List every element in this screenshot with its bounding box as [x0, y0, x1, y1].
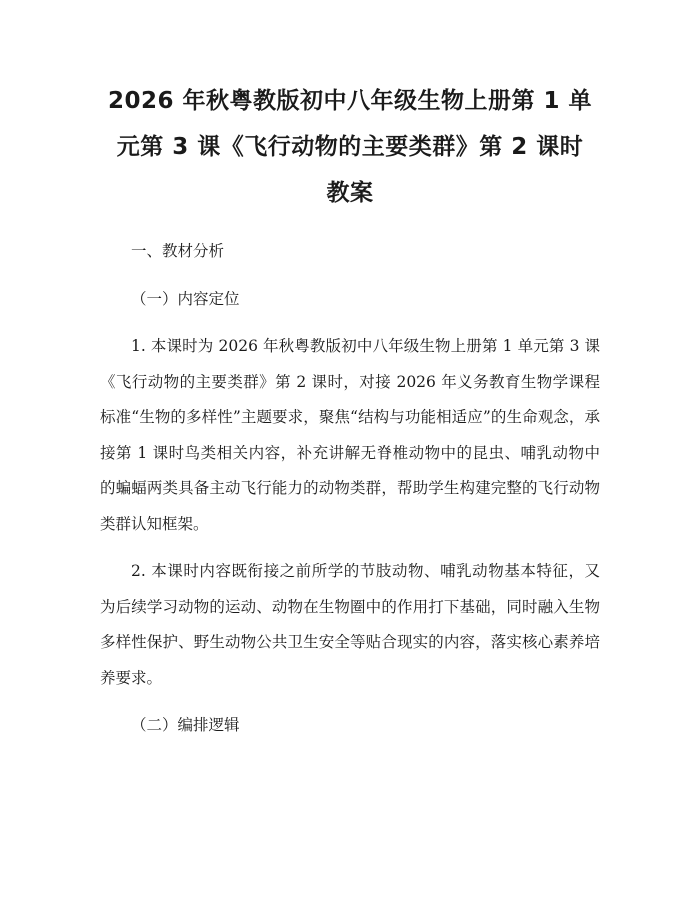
title-line-3: 教案 — [326, 180, 374, 206]
title-line-2: 元第 3 课《飞行动物的主要类群》第 2 课时 — [116, 134, 584, 160]
paragraph-2: 2. 本课时内容既衔接之前所学的节肢动物、哺乳动物基本特征，又为后续学习动物的运动、动物在生物圈中的作用打下基础，同时融入生物多样性保护、野生动物公共卫生安全等贴合现实的内容，落实核心素养培养要求。 — [100, 562, 600, 687]
subsection-heading-content-positioning: （一）内容定位 — [131, 289, 240, 308]
paragraph-1: 1. 本课时为 2026 年秋粤教版初中八年级生物上册第 1 单元第 3 课《飞行动物的主要类群》第 2 课时，对接 2026 年义务教育生物学课程标准“生物的多样性”主题要求，聚焦“结构与功能相适应”的生命观念，承接第 1 课时鸟类相关内容，补充讲解无脊椎动物中的昆虫、哺乳动物中的蝙蝠两类具备主动飞行能力的动物类群，帮助学生构建完整的飞行动物类群认知框架。 — [100, 337, 600, 533]
title-line-1: 2026 年秋粤教版初中八年级生物上册第 1 单 — [107, 88, 593, 114]
subsection-heading-arrangement-logic: （二）编排逻辑 — [131, 716, 240, 734]
document-title — [100, 78, 600, 216]
section-heading-materials-analysis: 一、教材分析 — [131, 242, 225, 260]
